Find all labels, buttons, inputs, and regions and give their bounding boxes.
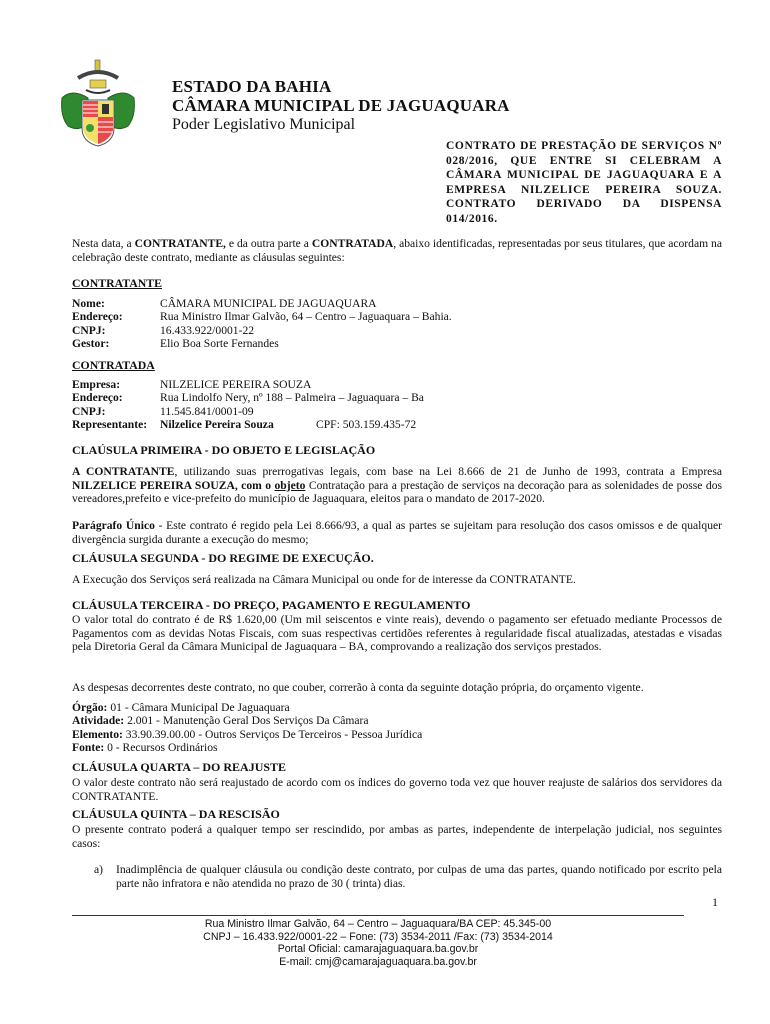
detail-value: Elio Boa Sorte Fernandes <box>160 337 279 351</box>
budget-value: 2.001 - Manutenção Geral Dos Serviços Da Câmara <box>124 714 369 728</box>
clause1-heading: CLAÚSULA PRIMEIRA - DO OBJETO E LEGISLAÇÃO <box>72 443 376 457</box>
contratada-heading: CONTRATADA <box>72 358 155 372</box>
branch-name: Poder Legislativo Municipal <box>172 116 356 133</box>
detail-row <box>72 378 424 391</box>
footer-portal: Portal Oficial: camarajaguaquara.ba.gov.br <box>277 943 479 956</box>
intro-contratada: CONTRATADA <box>311 237 394 250</box>
detail-value: 11.545.841/0001-09 <box>160 404 254 418</box>
footer-address: Rua Ministro Ilmar Galvão, 64 – Centro – Jaguaquara/BA CEP: 45.345-00 <box>204 918 552 930</box>
detail-label: CNPJ: <box>72 404 106 418</box>
budget-value: 33.90.39.00.00 - Outros Serviços De Terceiros - Pessoa Jurídica <box>122 727 423 741</box>
clause5-body: O presente contrato poderá a qualquer tempo ser rescindido, por ambas as partes, independente de interpelação judicial, nos seguintes casos: <box>72 823 722 850</box>
clause3-despesas: As despesas decorrentes deste contrato, no que couber, correrão à conta da seguinte dotação própria, do orçamento vigente. <box>72 681 644 694</box>
contratante-heading: CONTRATANTE <box>72 276 163 290</box>
contract-title: CONTRATO DE PRESTAÇÃO DE SERVIÇOS Nº 028/2016, QUE ENTRE SI CELEBRAM A CÂMARA MUNICIPAL DE JAGUAQUARA E A EMPRESA NILZELICE PEREIRA SOUZA. CONTRATO DERIVADO DA DISPENSA 014/2016. <box>446 140 722 225</box>
detail-row <box>72 310 452 323</box>
detail-label: Nome: <box>72 297 105 310</box>
detail-label: Empresa: <box>72 378 121 391</box>
detail-value: Rua Lindolfo Nery, nº 188 – Palmeira – Jaguaquara – Ba <box>160 391 424 405</box>
list-item <box>94 863 722 890</box>
budget-label: Atividade: <box>72 714 125 728</box>
clause3-heading: CLÁUSULA TERCEIRA - DO PREÇO, PAGAMENTO E REGULAMENTO <box>72 598 471 612</box>
intro-paragraph <box>72 237 722 264</box>
budget-row <box>72 728 422 741</box>
detail-value: 16.433.922/0001-22 <box>160 323 255 337</box>
intro-contratante: CONTRATANTE, <box>134 237 226 250</box>
list-item-text: Inadimplência de qualquer cláusula ou condição deste contrato, por culpas de uma das partes, quando notificado por escrito pela parte não infratora e não atendida no prazo de 30 ( trinta) dias. <box>116 863 722 890</box>
clause4-body: O valor deste contrato não será reajustado de acordo com os índices do governo toda vez que houver reajuste de salários dos servidores da CONTRATANTE. <box>72 776 722 803</box>
detail-row <box>72 324 452 337</box>
budget-label: Órgão: <box>72 701 108 714</box>
detail-row <box>72 297 452 310</box>
budget-label: Fonte: <box>72 741 105 755</box>
clause-text: , utilizando suas prerrogativas legais, com base na Lei 8.666 de 21 de Junho de 1993, contrata a Empresa <box>174 465 722 478</box>
footer <box>72 918 684 968</box>
detail-value: CÂMARA MUNICIPAL DE JAGUAQUARA <box>160 297 377 310</box>
budget-row <box>72 741 422 754</box>
clause-text-bold: A CONTRATANTE <box>72 465 175 478</box>
detail-label: Endereço: <box>72 391 123 405</box>
budget-label: Elemento: <box>72 727 123 741</box>
contratada-details <box>72 378 424 432</box>
clause-text-bold: NILZELICE PEREIRA SOUZA, com o <box>72 478 275 492</box>
budget-value: 01 - Câmara Municipal De Jaguaquara <box>107 701 290 714</box>
clause1-paragraph-unico <box>72 519 722 546</box>
budget-allocation <box>72 701 422 755</box>
detail-label: CNPJ: <box>72 323 106 337</box>
representative-name: Nilzelice Pereira Souza <box>160 418 274 432</box>
clause3-body: O valor total do contrato é de R$ 1.620,00 (Um mil seiscentos e vinte reais), devendo o pagamento ser efetuado mediante Processos de Pagamentos com as devidas Notas Fiscais, com suas respectivas certidões referentes à regularidade fiscal atualizadas, atestadas e visadas pela Diretoria Geral da Câmara Municipal de Jaguaquara – BA, comprovando a realização dos serviços prestados. <box>72 613 722 654</box>
detail-label: Endereço: <box>72 310 123 324</box>
detail-row <box>72 337 452 350</box>
list-marker: a) <box>94 863 104 876</box>
intro-text: , abaixo identificadas, representadas por seus titulares, que acordam na celebração deste contrato, mediante as cláusulas seguintes: <box>72 237 722 264</box>
clause2-heading: CLÁUSULA SEGUNDA - DO REGIME DE EXECUÇÃO. <box>72 551 374 565</box>
clause5-heading: CLÁUSULA QUINTA – DA RESCISÃO <box>72 807 280 821</box>
intro-text: Nesta data, a <box>72 237 135 250</box>
detail-label: Representante: <box>72 418 148 432</box>
chamber-name: CÂMARA MUNICIPAL DE JAGUAQUARA <box>172 96 510 115</box>
coat-of-arms-icon <box>58 58 138 148</box>
state-name: ESTADO DA BAHIA <box>172 77 332 96</box>
representative-cpf: CPF: 503.159.435-72 <box>316 418 417 432</box>
intro-text: e da outra parte a <box>225 237 312 250</box>
budget-value: 0 - Recursos Ordinários <box>104 741 218 755</box>
detail-row <box>72 405 424 418</box>
clause-text: Contratação para a prestação de serviços na decoração para as solenidades de posse dos vereadores,prefeito e vice-prefeito do município de Jaguaquara, eleitos para o mandato de 2017-2020. <box>72 478 722 506</box>
page-number: 1 <box>712 895 718 909</box>
footer-email: E-mail: cmj@camarajaguaquara.ba.gov.br <box>279 955 477 968</box>
clause2-body: A Execução dos Serviços será realizada na Câmara Municipal ou onde for de interesse da CONTRATANTE. <box>72 573 576 586</box>
budget-row <box>72 714 422 727</box>
footer-divider <box>72 915 684 916</box>
letterhead <box>172 77 510 134</box>
paragraph-label: Parágrafo Único <box>72 519 155 532</box>
representative-row <box>72 418 424 431</box>
detail-value: NILZELICE PEREIRA SOUZA <box>160 378 312 391</box>
footer-contact: CNPJ – 16.433.922/0001-22 – Fone: (73) 3534-2011 /Fax: (73) 3534-2014 <box>203 930 553 943</box>
contratante-details <box>72 297 452 351</box>
clause-text-objeto: objeto <box>274 478 306 492</box>
detail-row <box>72 391 424 404</box>
detail-label: Gestor: <box>72 337 110 351</box>
detail-value: Rua Ministro Ilmar Galvão, 64 – Centro – Jaguaquara – Bahia. <box>160 310 452 324</box>
clause1-body <box>72 465 722 506</box>
clause4-heading: CLÁUSULA QUARTA – DO REAJUSTE <box>72 760 287 774</box>
budget-row <box>72 701 422 714</box>
clause-text: - Este contrato é regido pela Lei 8.666/93, a qual as partes se sujeitam para resolução dos casos omissos e de qualquer divergência surgida durante a execução do mesmo; <box>72 519 722 546</box>
